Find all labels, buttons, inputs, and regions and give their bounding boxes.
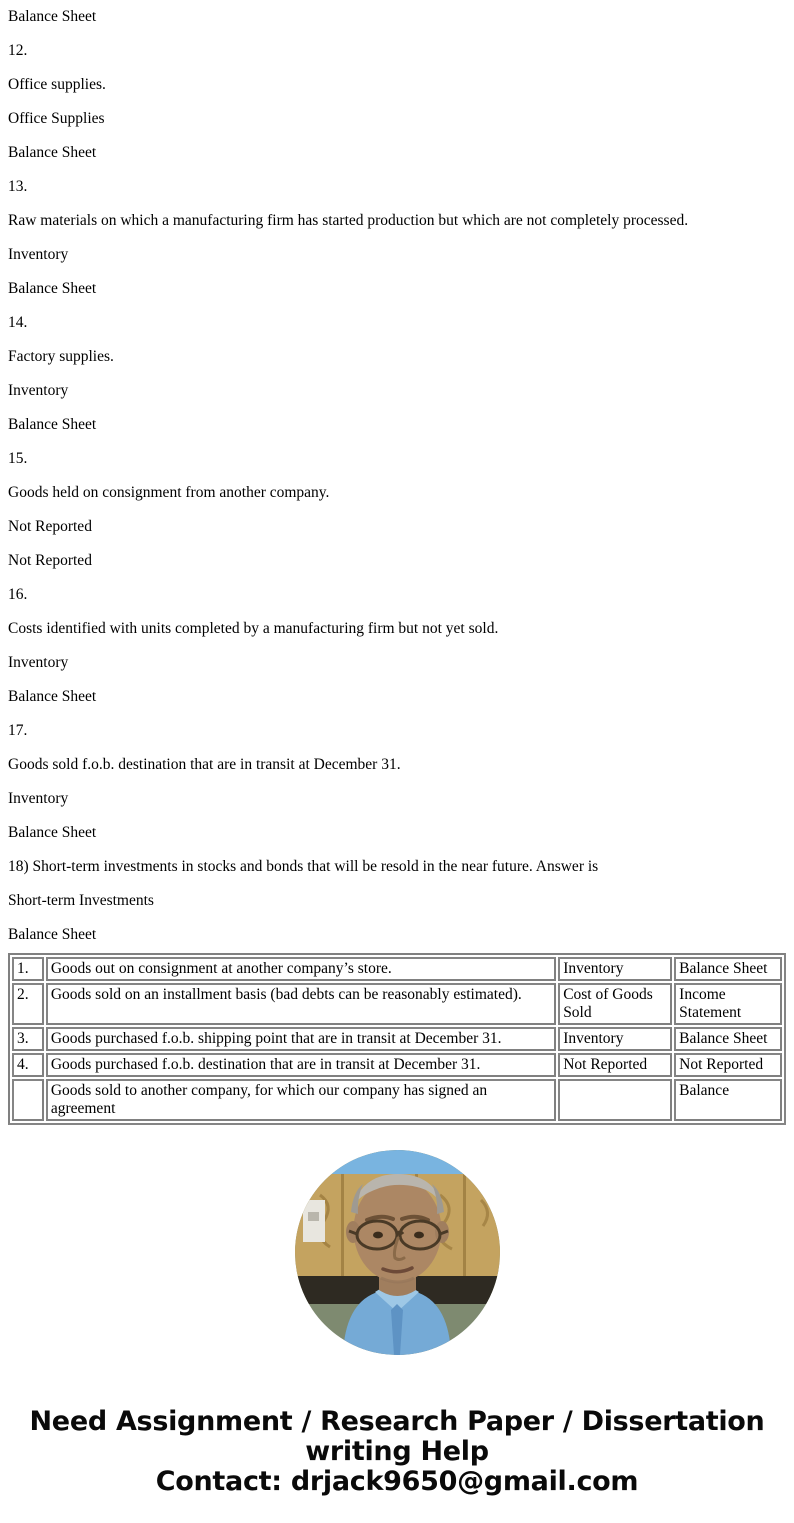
row-number: 4. bbox=[12, 1053, 44, 1077]
paragraph: 14. bbox=[8, 314, 28, 331]
row-number: 3. bbox=[12, 1027, 44, 1051]
row-account bbox=[558, 1079, 672, 1121]
row-account: Inventory bbox=[558, 957, 672, 981]
paragraph: Balance Sheet bbox=[8, 8, 97, 25]
paragraph: 18) Short-term investments in stocks and bonds that will be resold in the near future. Answer is bbox=[8, 858, 599, 875]
answer-table bbox=[8, 953, 786, 1125]
row-statement: Balance Sheet bbox=[674, 957, 782, 981]
promo-contact: Contact: drjack9650@gmail.com bbox=[155, 1466, 639, 1497]
row-number: 1. bbox=[12, 957, 44, 981]
paragraph: Goods sold f.o.b. destination that are in transit at December 31. bbox=[8, 756, 401, 773]
table-row bbox=[12, 1079, 782, 1121]
table-row bbox=[12, 957, 782, 981]
row-description: Goods sold to another company, for which our company has signed an agreement bbox=[46, 1079, 556, 1121]
profile-photo-illustration bbox=[295, 1150, 500, 1355]
answer-table-container bbox=[8, 953, 786, 1125]
row-description: Goods sold on an installment basis (bad debts can be reasonably estimated). bbox=[46, 983, 556, 1025]
paragraph: Balance Sheet bbox=[8, 144, 97, 161]
paragraph: Office supplies. bbox=[8, 76, 106, 93]
paragraph: Inventory bbox=[8, 246, 69, 263]
paragraph: Factory supplies. bbox=[8, 348, 114, 365]
paragraph: Not Reported bbox=[8, 518, 92, 535]
row-statement: Balance Sheet bbox=[674, 1027, 782, 1051]
paragraph: 17. bbox=[8, 722, 28, 739]
row-account: Inventory bbox=[558, 1027, 672, 1051]
paragraph: 15. bbox=[8, 450, 28, 467]
row-description: Goods purchased f.o.b. shipping point that are in transit at December 31. bbox=[46, 1027, 556, 1051]
row-description: Goods out on consignment at another company’s store. bbox=[46, 957, 556, 981]
paragraph: 13. bbox=[8, 178, 28, 195]
avatar bbox=[295, 1150, 500, 1355]
promo-block bbox=[0, 1135, 794, 1497]
paragraph: Balance Sheet bbox=[8, 824, 97, 841]
answer-table-clip bbox=[0, 953, 794, 1128]
row-account: Cost of Goods Sold bbox=[558, 983, 672, 1025]
paragraph: Goods held on consignment from another company. bbox=[8, 484, 330, 501]
table-row bbox=[12, 983, 782, 1025]
row-description: Goods purchased f.o.b. destination that are in transit at December 31. bbox=[46, 1053, 556, 1077]
table-row bbox=[12, 1027, 782, 1051]
paragraph: 12. bbox=[8, 42, 28, 59]
paragraph: Inventory bbox=[8, 382, 69, 399]
paragraph: Costs identified with units completed by a manufacturing firm but not yet sold. bbox=[8, 620, 499, 637]
row-statement: Balance bbox=[674, 1079, 782, 1121]
paragraph: Short-term Investments bbox=[8, 892, 154, 909]
paragraph: Inventory bbox=[8, 790, 69, 807]
row-number bbox=[12, 1079, 44, 1121]
paragraph: Balance Sheet bbox=[8, 280, 97, 297]
paragraph: Inventory bbox=[8, 654, 69, 671]
paragraph: Balance Sheet bbox=[8, 416, 97, 433]
table-row bbox=[12, 1053, 782, 1077]
row-account: Not Reported bbox=[558, 1053, 672, 1077]
paragraph: Balance Sheet bbox=[8, 926, 97, 943]
paragraph: Balance Sheet bbox=[8, 688, 97, 705]
paragraph: Not Reported bbox=[8, 552, 92, 569]
paragraph: 16. bbox=[8, 586, 28, 603]
row-statement: Not Reported bbox=[674, 1053, 782, 1077]
paragraph: Raw materials on which a manufacturing firm has started production but which are not completely processed. bbox=[8, 212, 689, 229]
promo-headline: Need Assignment / Research Paper / Dissertation writing Help bbox=[29, 1406, 765, 1467]
row-number: 2. bbox=[12, 983, 44, 1025]
paragraph: Office Supplies bbox=[8, 110, 105, 127]
row-statement: Income Statement bbox=[674, 983, 782, 1025]
